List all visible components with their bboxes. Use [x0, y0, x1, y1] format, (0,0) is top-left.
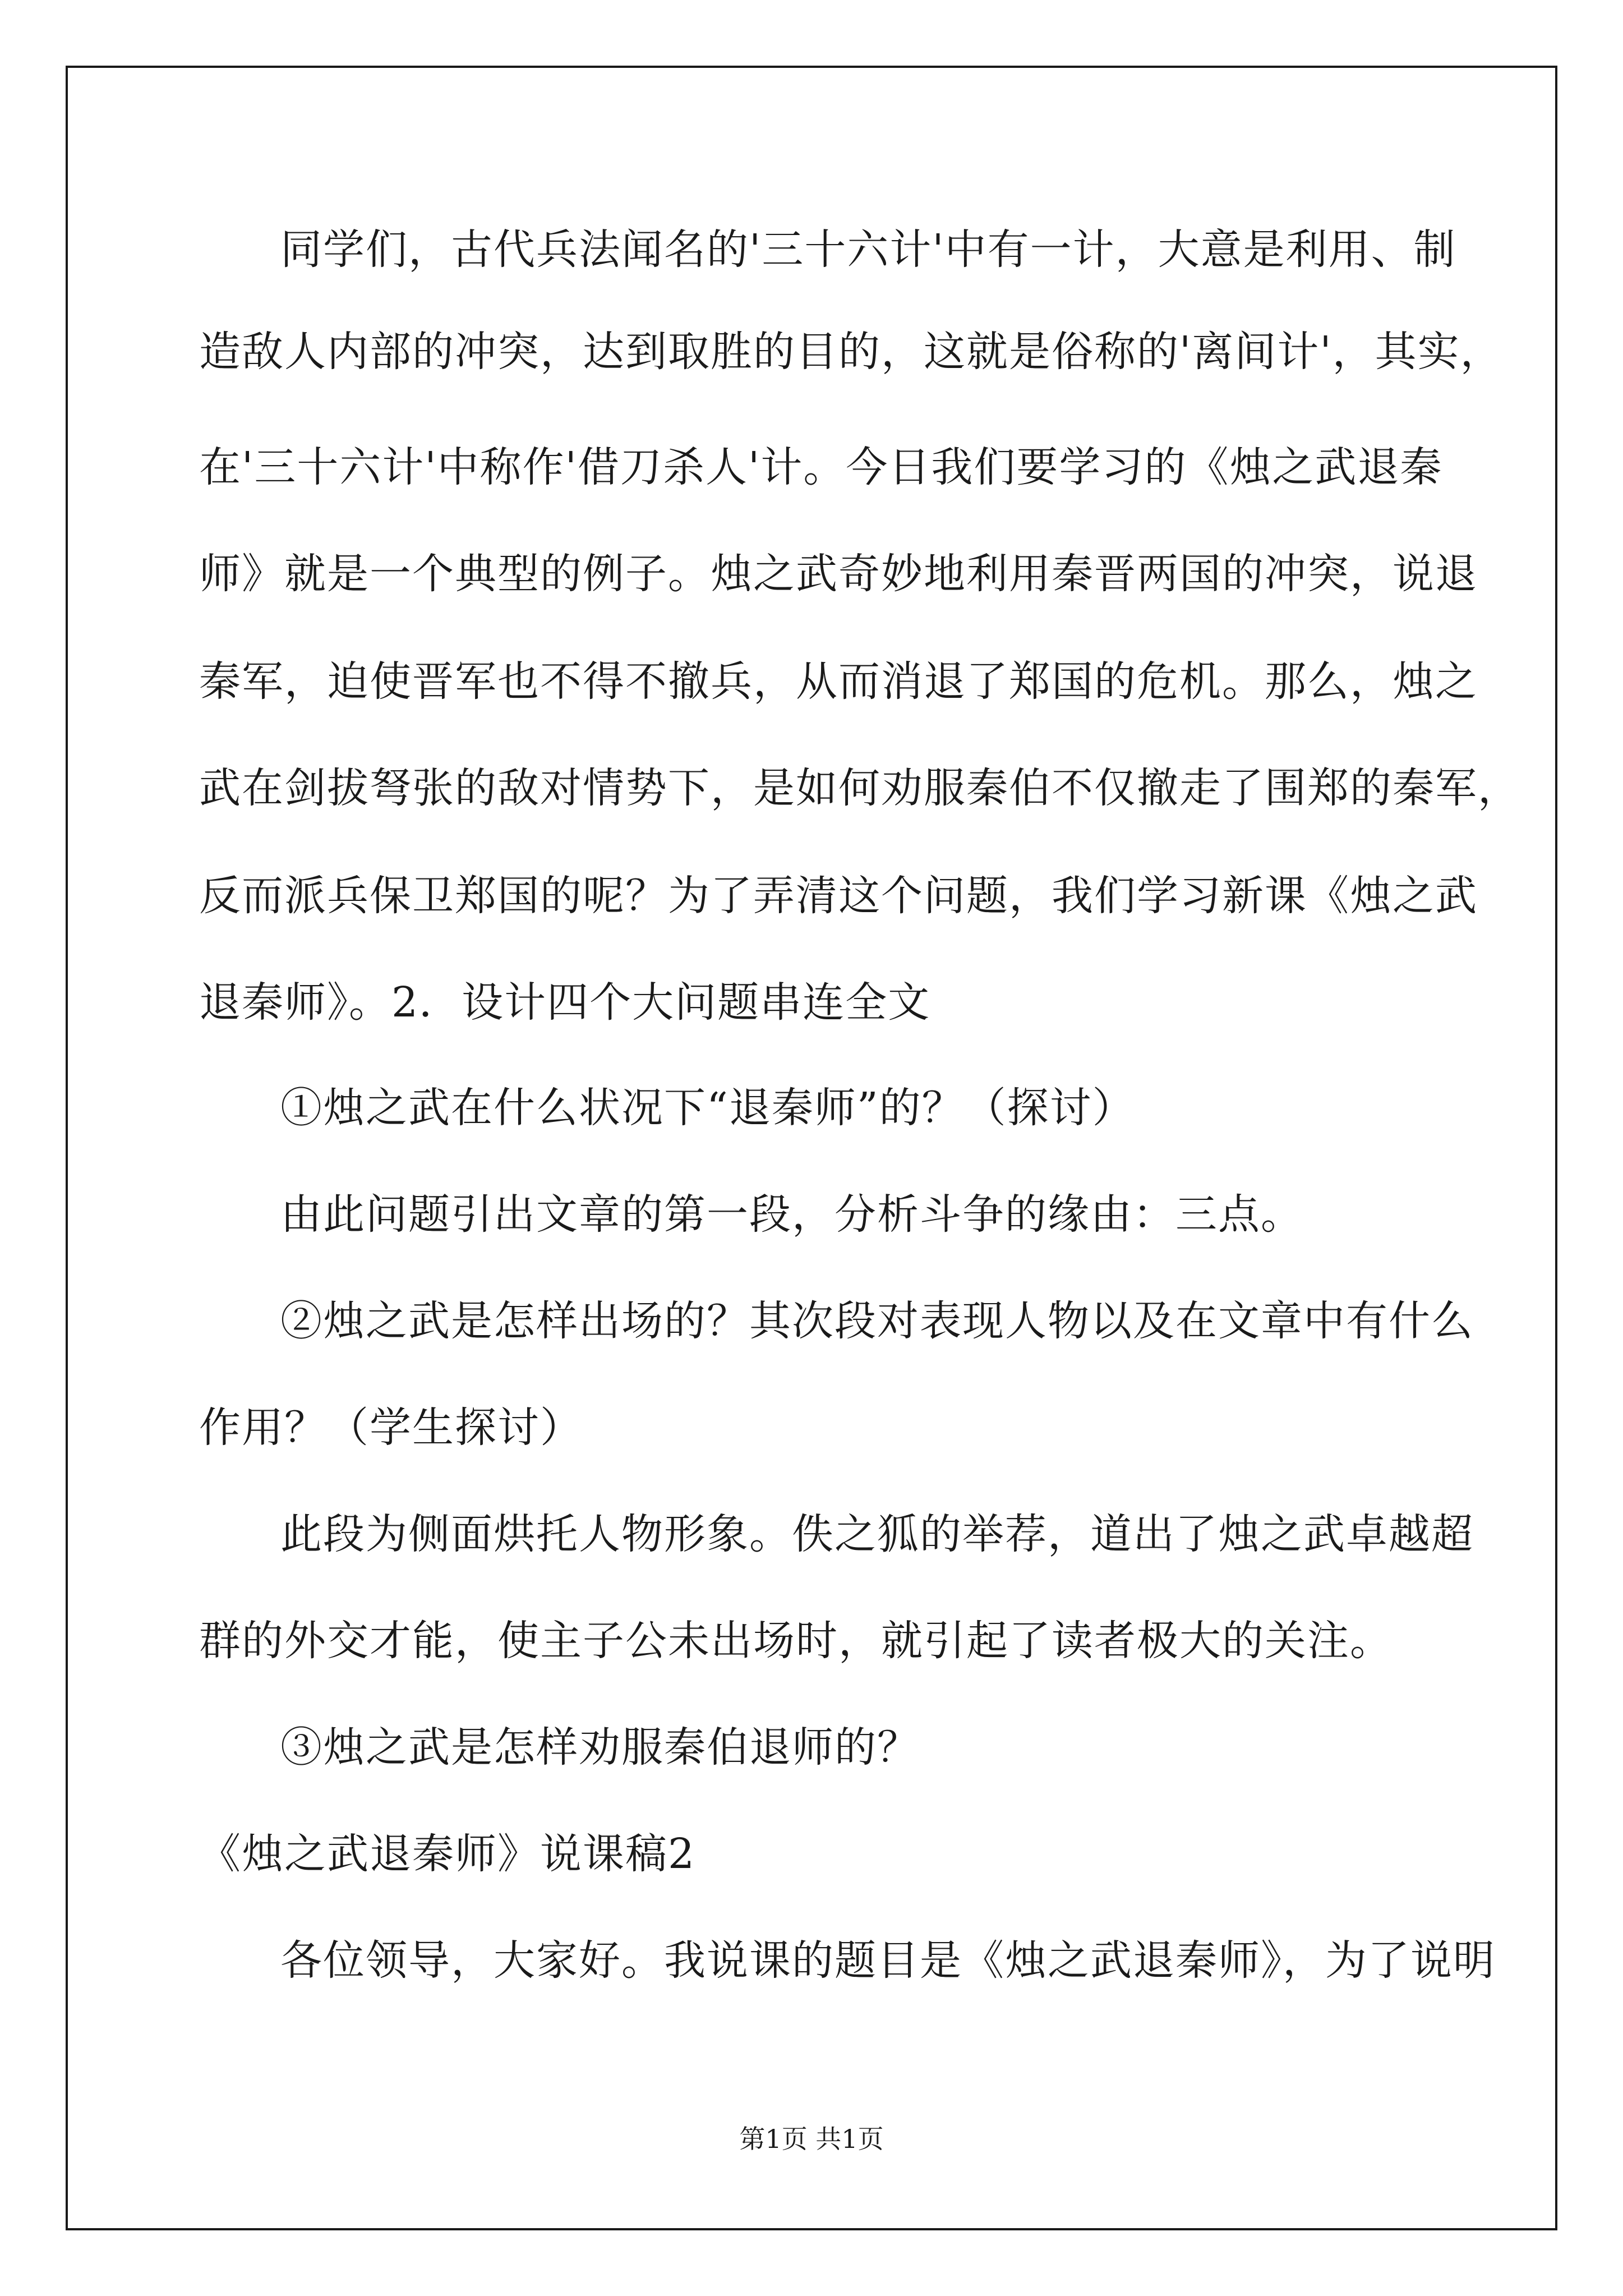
paragraph-line: 在'三十六计'中称作'借刀杀人'计。今日我们要学习的《烛之武退秦 [199, 443, 1443, 491]
paragraph-line: 退秦师》。2．设计四个大问题串连全文 [199, 978, 931, 1027]
paragraph-line: 秦军，迫使晋军也不得不撤兵，从而消退了郑国的危机。那么，烛之 [199, 657, 1478, 706]
page-border [66, 66, 1557, 2230]
paragraph-line: 此段为侧面烘托人物形象。佚之狐的举荐，道出了烛之武卓越超 [280, 1510, 1474, 1558]
paragraph-line: 各位领导，大家好。我说课的题目是《烛之武退秦师》，为了说明 [280, 1936, 1496, 1985]
paragraph-line: 同学们，古代兵法闻名的'三十六计'中有一计，大意是利用、制 [280, 226, 1456, 274]
page-footer: 第1页 共1页 [739, 2124, 884, 2154]
paragraph-line: 师》就是一个典型的例子。烛之武奇妙地利用秦晋两国的冲突，说退 [199, 550, 1478, 598]
paragraph-line: 造敌人内部的冲突，达到取胜的目的，这就是俗称的'离间计'，其实， [199, 328, 1503, 376]
paragraph-line: 群的外交才能，使主子公未出场时，就引起了读者极大的关注。 [199, 1617, 1393, 1665]
paragraph-line: 作用？（学生探讨） [199, 1404, 583, 1452]
paragraph-line: 由此问题引出文章的第一段，分析斗争的缘由：三点。 [280, 1190, 1303, 1239]
section-heading: 《烛之武退秦师》说课稿2 [199, 1830, 696, 1878]
paragraph-line: ②烛之武是怎样出场的？其次段对表现人物以及在文章中有什么 [280, 1297, 1474, 1345]
paragraph-line: 反而派兵保卫郑国的呢？为了弄清这个问题，我们学习新课《烛之武 [199, 872, 1478, 920]
paragraph-line: ①烛之武在什么状况下“退秦师”的？（探讨） [280, 1084, 1135, 1132]
paragraph-line: 武在剑拔弩张的敌对情势下，是如何劝服秦伯不仅撤走了围郑的秦军， [199, 764, 1520, 812]
paragraph-line: ③烛之武是怎样劝服秦伯退师的？ [280, 1723, 920, 1772]
